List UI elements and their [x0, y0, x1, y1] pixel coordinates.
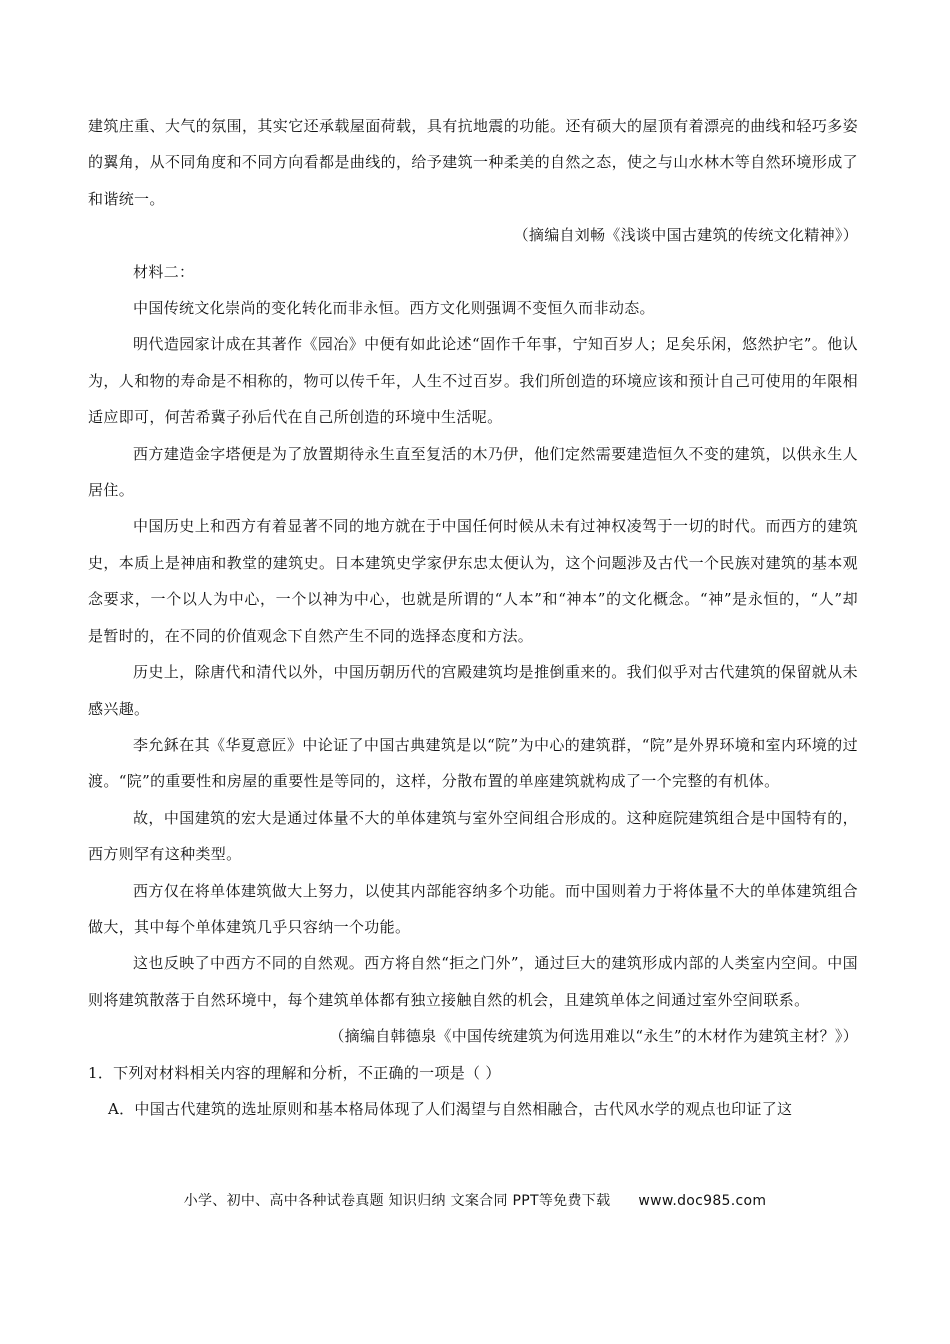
option-a: A．中国古代建筑的选址原则和基本格局体现了人们渴望与自然相融合，古代风水学的观点也印证了这 — [108, 1099, 793, 1118]
material-1-continuation: 建筑庄重、大气的氛围，其实它还承载屋面荷载，具有抗地震的功能。还有硕大的屋顶有着漂亮的曲线和轻巧多姿的翼角，从不同角度和不同方向看都是曲线的，给予建筑一种柔美的自然之态，使之与山水林木等自然环境形成了和谐统一。 — [88, 117, 858, 208]
material-2-heading: 材料二： — [133, 262, 195, 281]
source-citation-1: （摘编自刘畅《浅谈中国古建筑的传统文化精神》） — [513, 226, 858, 245]
paragraph: 这也反映了中西方不同的自然观。西方将自然“拒之门外”，通过巨大的建筑形成内部的人类室内空间。中国则将建筑散落于自然环境中，每个建筑单体都有独立接触自然的机会，且建筑单体之间通过室外空间联系。 — [88, 954, 858, 1009]
paragraph: 李允鉌在其《华夏意匠》中论证了中国古典建筑是以“院”为中心的建筑群，“院”是外界环境和室内环境的过渡。“院”的重要性和房屋的重要性是等同的，这样，分散布置的单座建筑就构成了一个完整的有机体。 — [88, 735, 859, 791]
paragraph: 中国历史上和西方有着显著不同的地方就在于中国任何时候从未有过神权凌驾于一切的时代。而西方的建筑史，本质上是神庙和教堂的建筑史。日本建筑史学家伊东忠太便认为，这个问题涉及古代一个民族对建筑的基本观念要求，一个以人为中心，一个以神为中心，也就是所谓的“人本”和“神本”的文化概念。“神”是永恒的，“人”却是暂时的，在不同的价值观念下自然产生不同的选择态度和方法。 — [88, 517, 858, 645]
paragraph: 中国传统文化崇尚的变化转化而非永恒。西方文化则强调不变恒久而非动态。 — [133, 299, 655, 318]
footer-site[interactable]: www.doc985.com — [638, 1193, 767, 1209]
paragraph: 西方建造金字塔便是为了放置期待永生直至复活的木乃伊，他们定然需要建造恒久不变的建筑，以供永生人居住。 — [88, 444, 858, 500]
page-footer — [0, 1190, 950, 1210]
question-1: 1．下列对材料相关内容的理解和分析，不正确的一项是（ ） — [88, 1063, 501, 1082]
paragraph: 历史上，除唐代和清代以外，中国历朝历代的宫殿建筑均是推倒重来的。我们似乎对古代建筑的保留就从未感兴趣。 — [88, 663, 858, 718]
document-body — [88, 108, 858, 1127]
paragraph: 明代造园家计成在其著作《园冶》中便有如此论述“固作千年事，宁知百岁人；足矣乐闲，悠然护宅”。他认为，人和物的寿命是不相称的，物可以传千年，人生不过百岁。我们所创造的环境应该和预计自己可使用的年限相适应即可，何苦希冀子孙后代在自己所创造的环境中生活呢。 — [88, 335, 858, 427]
paragraph: 西方仅在将单体建筑做大上努力，以使其内部能容纳多个功能。而中国则着力于将体量不大的单体建筑组合做大，其中每个单体建筑几乎只容纳一个功能。 — [88, 881, 858, 936]
source-citation-2: （摘编自韩德泉《中国传统建筑为何选用难以“永生”的木材作为建筑主材？》） — [329, 1027, 858, 1046]
footer-text: 小学、初中、高中各种试卷真题 知识归纳 文案合同 PPT等免费下载 — [183, 1193, 611, 1209]
paragraph: 故，中国建筑的宏大是通过体量不大的单体建筑与室外空间组合形成的。这种庭院建筑组合是中国特有的，西方则罕有这种类型。 — [88, 808, 858, 864]
